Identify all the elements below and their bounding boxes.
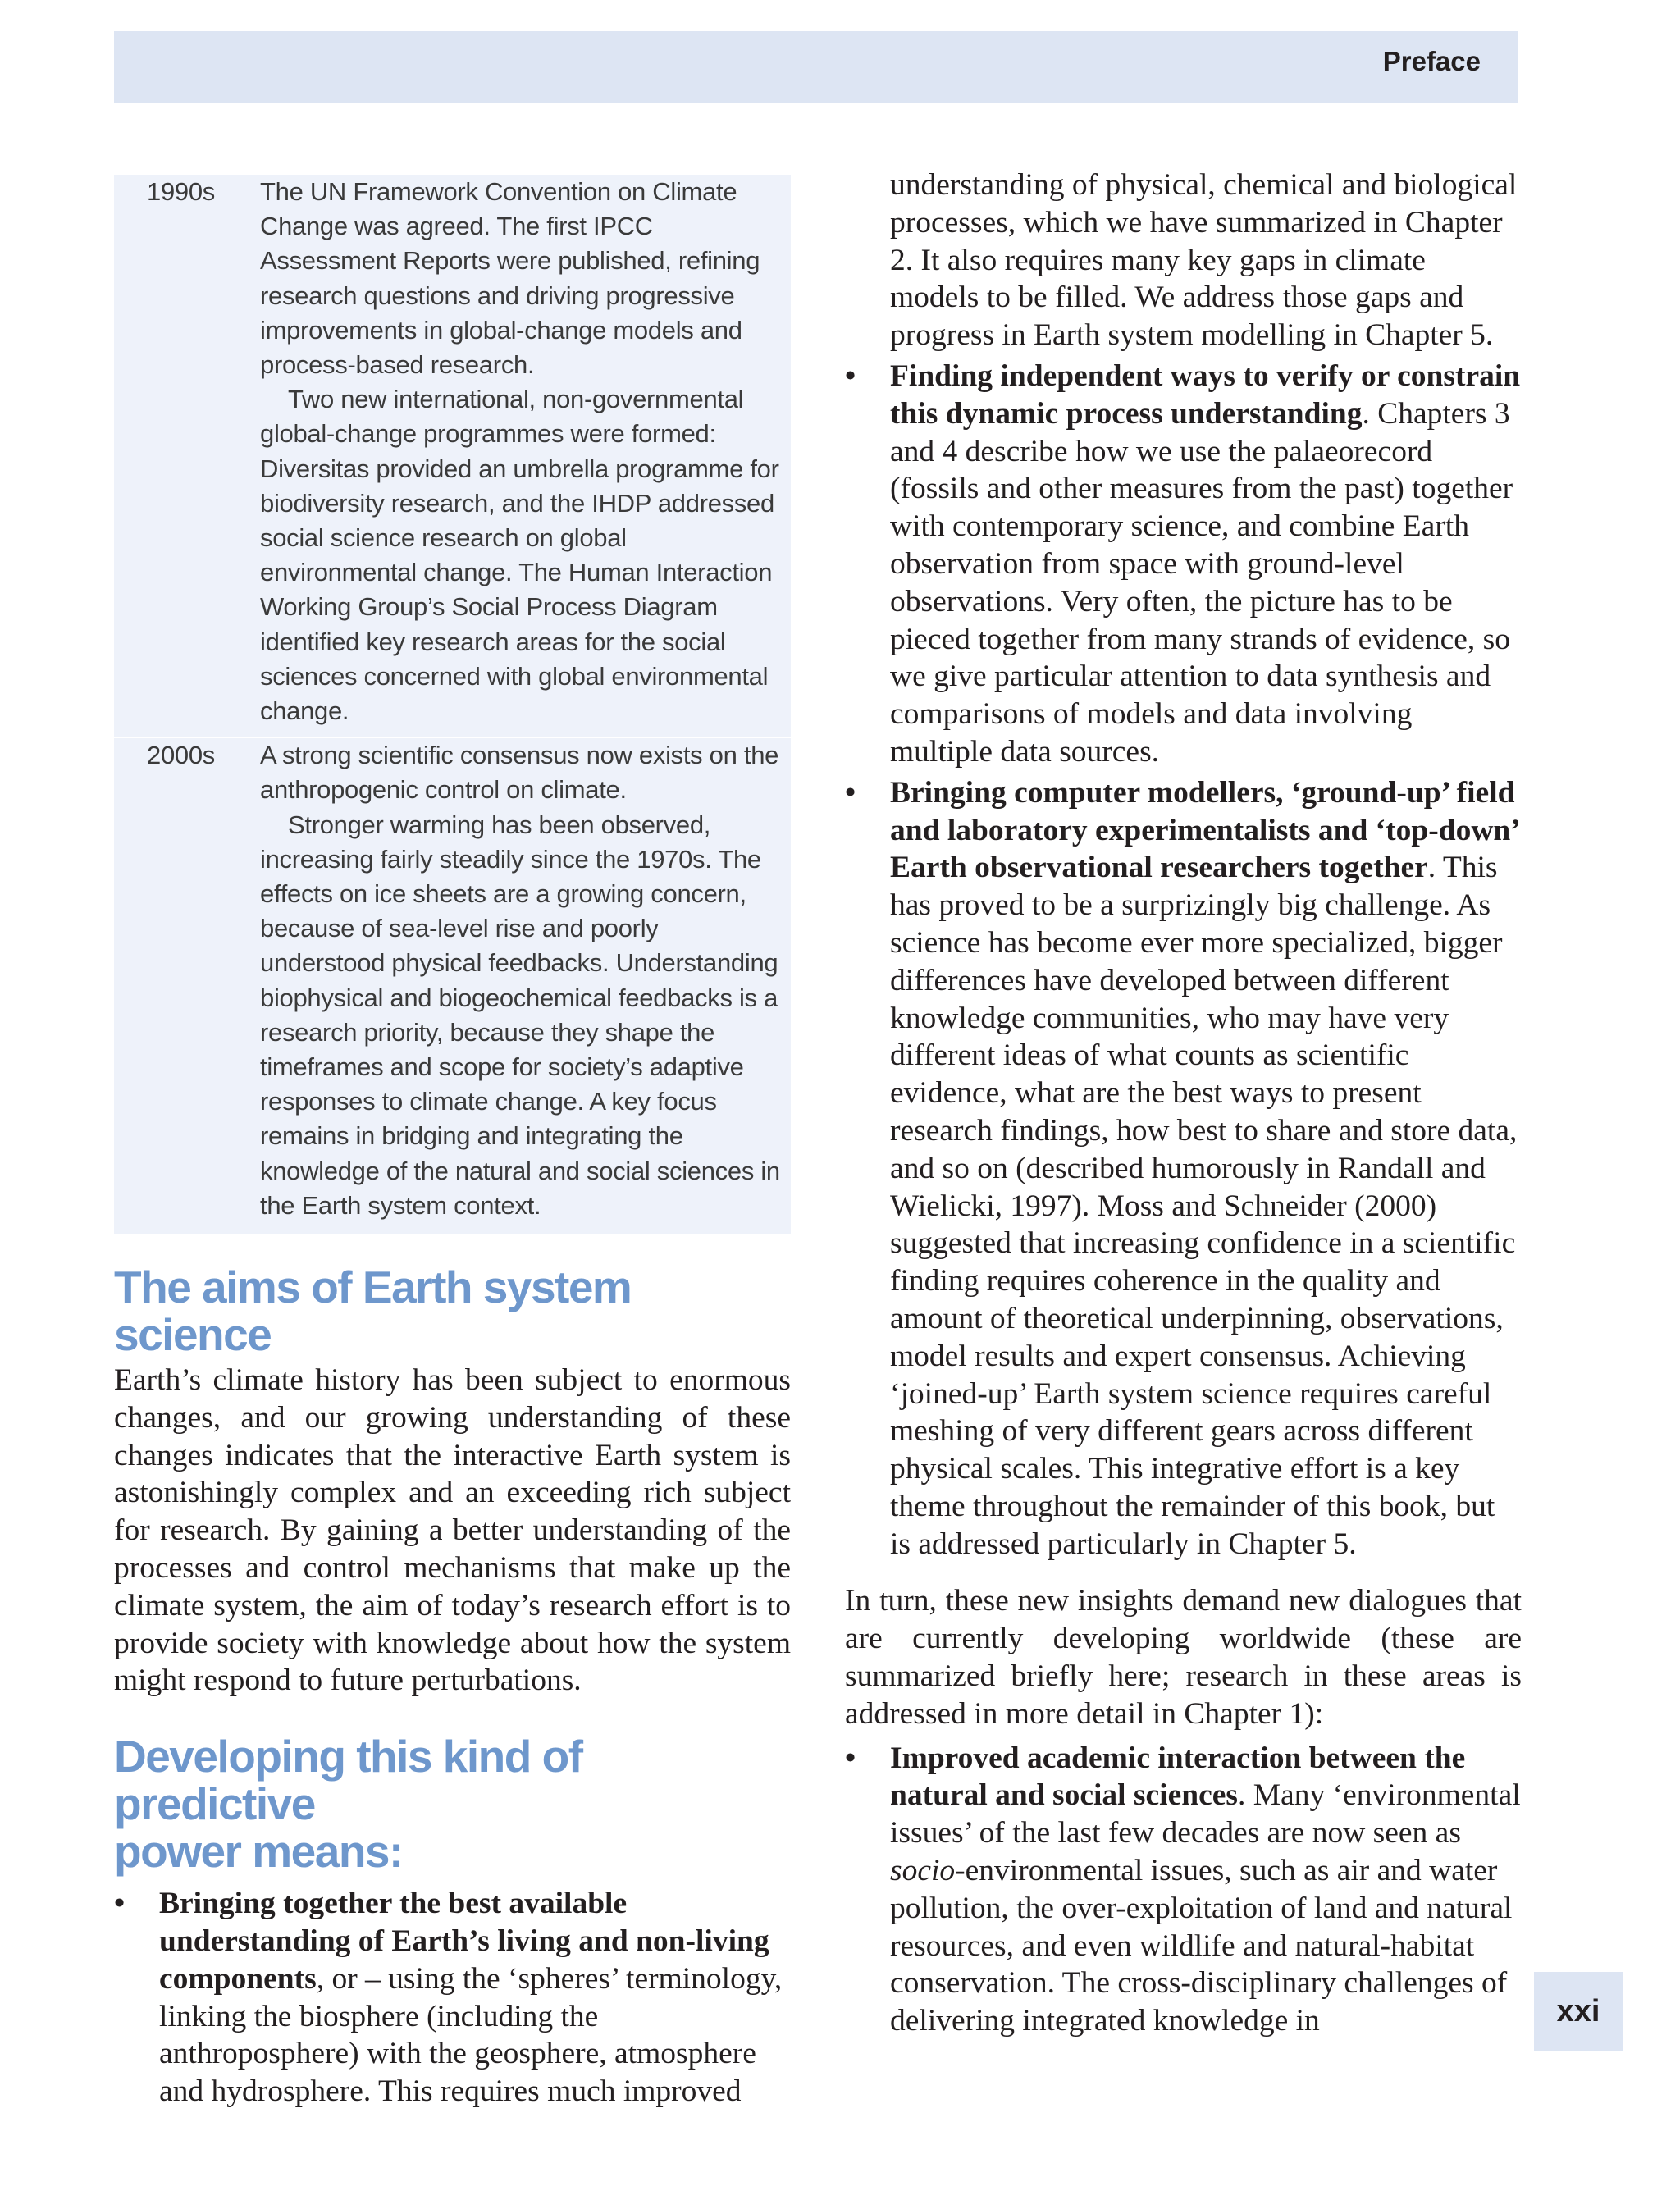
list-item — [114, 1885, 791, 2111]
running-header-title: Preface — [1382, 46, 1481, 76]
timeline-paragraph: Two new international, non-governmental global-change programmes were formed: Diversitas provided an umbrella programme for biodiversity research, and the IHDP addressed social science research on global environmental change. The Human Interaction Working Group’s Social Process Diagram identified key research areas for the social sciences concerned with global environmental change. — [260, 385, 779, 726]
aims-paragraph: Earth’s climate history has been subject to enormous changes, and our growing understanding of these changes indicates that the interactive Earth system is astonishingly complex and an exceeding rich subject for research. By gaining a better understanding of the processes and control mechanisms that make up the climate system, the aim of today’s research effort is to provide society with knowledge about how the system might respond to future perturbations. — [114, 1363, 791, 1698]
predictive-list-continued — [845, 358, 1522, 1563]
list-item — [845, 358, 1522, 771]
list-item — [845, 1740, 1522, 2040]
timeline-row-2000s — [114, 738, 791, 1234]
running-header — [114, 31, 1518, 103]
list-item-text: . Chapters 3 and 4 describe how we use the palaeorecord (fossils and other measures from the past) together with contemporary science, and combine Earth observation from space with ground-level observations. Very often, the picture has to be pieced together from many strands of evidence, so we give particular attention to data synthesis and comparisons of models and data involving multiple data sources. — [890, 396, 1513, 769]
predictive-list — [114, 1885, 791, 2111]
section-heading-predictive — [114, 1731, 791, 1878]
timeline-paragraph: The UN Framework Convention on Climate Change was agreed. The first IPCC Assessment Reports were published, refining research questions and driving progressive improvements in global-change models and process-based research. — [260, 177, 760, 380]
timeline-paragraph: Stronger warming has been observed, increasing fairly steadily since the 1970s. The effects on ice sheets are a growing concern, because of sea-level rise and poorly understood physical feedbacks. Understanding biophysical and biogeochemical feedbacks is a research priority, because they shape the timeframes and scope for society’s adaptive responses to climate change. A key focus remains in bridging and integrating the knowledge of the natural and social sciences in the Earth system context. — [260, 810, 780, 1220]
list-item-lead: Finding independent ways to verify or constrain this dynamic process understanding — [890, 358, 1521, 431]
list-item-lead: Bringing computer modellers, ‘ground-up’ field and laboratory experimentalists and ‘top-down’ Earth observational researchers together — [890, 775, 1518, 885]
heading-line: Developing this kind of predictive — [114, 1731, 582, 1830]
list-item-lead: Improved academic interaction between the natural and social sciences — [890, 1741, 1466, 1813]
timeline-description — [260, 738, 791, 1223]
list-item-text: . Many ‘environmental issues’ of the last few decades are now seen as — [890, 1778, 1521, 1851]
page-number: xxi — [1534, 1972, 1623, 2051]
timeline-year: 2000s — [147, 741, 215, 770]
section-heading-aims: The aims of Earth system science — [114, 1262, 632, 1360]
list-item-lead: Bringing together the best available understanding of Earth’s living and non-living components — [159, 1887, 769, 1996]
list-item-text: -environmental issues, such as air and water pollution, the over-exploitation of land and natural resources, and even wildlife and natural-habitat conservation. The cross-disciplinary challenges of delivering integrated knowledge in — [890, 1854, 1513, 2038]
timeline-year: 1990s — [147, 177, 215, 206]
dialogues-list — [845, 1740, 1522, 2040]
bullet-icon: • — [845, 358, 856, 393]
timeline-description — [260, 175, 791, 728]
list-item-text: . This has proved to be a surprizingly big challenge. As science has become ever more specialized, bigger differences have developed between different knowledge communities, who may have very different ideas of what counts as scientific evidence, what are the best ways to present research findings, how best to share and store data, and so on (described humorously in Randall and Wielicki, 1997). Moss and Schneider (2000) suggested that increasing confidence in a scientific finding requires coherence in the quality and amount of theoretical underpinning, observations, model results and expert consensus. Achieving ‘joined-up’ Earth system science requires careful meshing of very different gears across different physical scales. This integrative effort is a key theme throughout the remainder of this book, but is addressed particularly in Chapter 5. — [890, 851, 1518, 1561]
dialogues-paragraph: In turn, these new insights demand new dialogues that are currently developing worldwide (these are summarized briefly here; research in these areas is addressed in more detail in Chapter 1): — [845, 1584, 1522, 1731]
list-item-italic: socio — [890, 1854, 956, 1888]
list-item-continuation: understanding of physical, chemical and biological processes, which we have summarized in Chapter 2. It also requires many key gaps in climate models to be filled. We address those gaps and progress in Earth system modelling in Chapter 5. — [890, 168, 1518, 353]
bullet-icon: • — [845, 775, 856, 810]
left-column — [114, 1263, 791, 2111]
bullet-icon: • — [845, 1741, 856, 1775]
heading-line: power means: — [114, 1826, 403, 1878]
list-item-text: , or – using the ‘spheres’ terminology, linking the biosphere (including the anthroposphere) with the geosphere, atmosphere and hydrosphere. This requires much improved — [159, 1961, 783, 2109]
list-item — [845, 774, 1522, 1563]
timeline-row-1990s — [114, 175, 791, 737]
timeline-table — [114, 175, 791, 1234]
timeline-paragraph: A strong scientific consensus now exists on the anthropogenic control on climate. — [260, 741, 779, 805]
bullet-icon: • — [114, 1887, 126, 1921]
right-column — [845, 167, 1522, 2040]
